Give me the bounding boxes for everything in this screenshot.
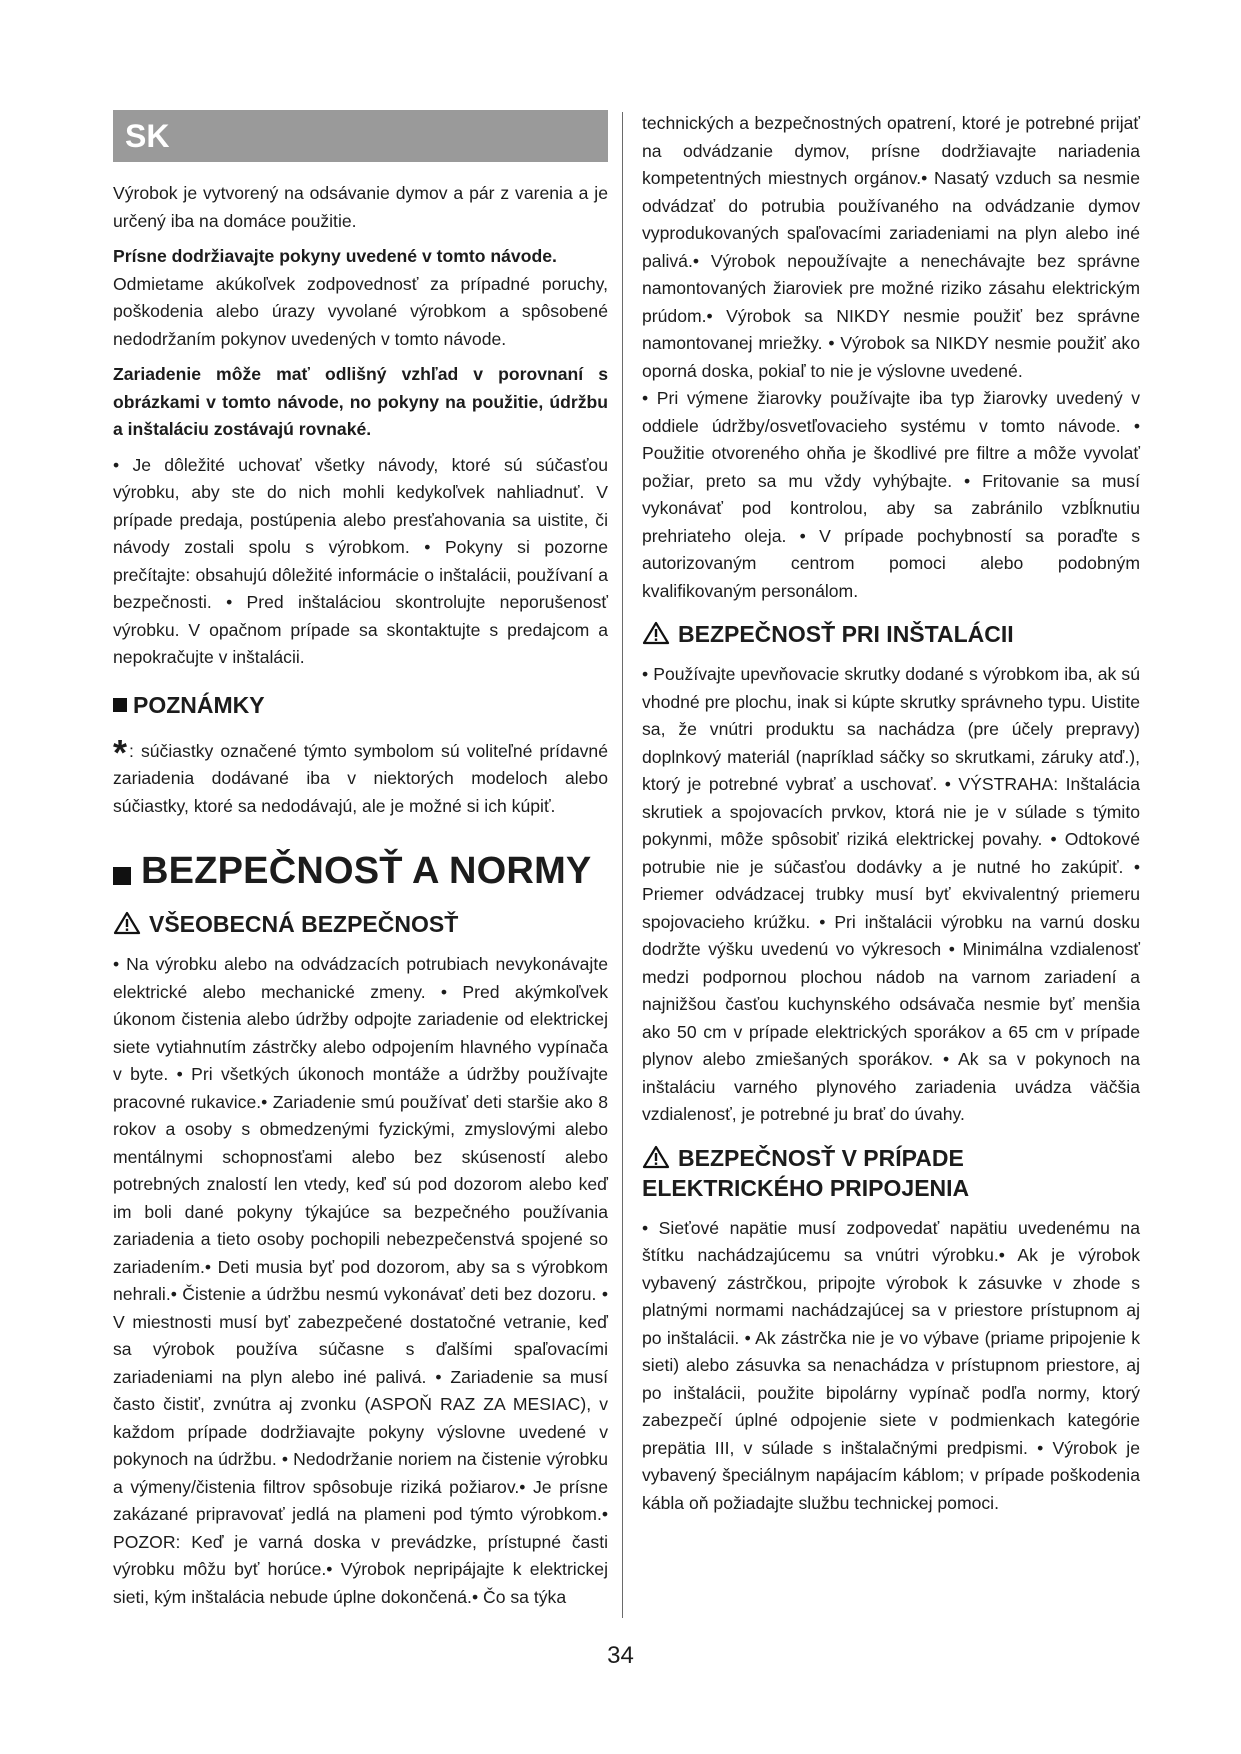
- warning-triangle-icon: [113, 911, 141, 935]
- square-bullet-icon: [113, 867, 131, 885]
- page-number: 34: [607, 1642, 634, 1669]
- continued-text-2: • Pri výmene žiarovky používajte iba typ žiarovky uvedený v oddiele údržby/osvetľovacieho systému v tomto návode. • Použitie otvoreného ohňa je škodlivé pre filtre a môže vyvolať požiar, preto sa mu vždy vyhýbajte. • Fritovanie sa musí vykonávať pod kontrolou, aby sa zabránilo vzbĺknutiu prehriateho oleja. • V prípade pochybností sa poraďte s autorizovaným centrom pomoci alebo podobným kvalifikovaným personálom.: [642, 388, 1140, 601]
- notes-paragraph: [113, 731, 608, 821]
- notes-heading: POZNÁMKY: [113, 692, 608, 719]
- column-divider: [622, 112, 623, 1618]
- language-banner: SK: [113, 110, 608, 162]
- right-column: [642, 110, 1140, 1525]
- square-bullet-icon: [113, 698, 127, 712]
- electric-safety-heading: BEZPEČNOSŤ V PRÍPADE ELEKTRICKÉHO PRIPOJENIA: [642, 1144, 970, 1201]
- intro-paragraph-1: Výrobok je vytvorený na odsávanie dymov a pár z varenia a je určený iba na domáce použitie.: [113, 183, 608, 231]
- general-safety-text: • Na výrobku alebo na odvádzacích potrubiach nevykonávajte elektrické alebo mechanické zmeny. • Pred akýmkoľvek úkonom čistenia alebo údržby odpojte zariadenie od elektrickej siete vytiahnutím zástrčky alebo odpojením hlavného vypínača v byte. • Pri všetkých úkonoch montáže a údržby používajte pracovné rukavice.• Zariadenie smú používať deti staršie ako 8 rokov a osoby s obmedzenými fyzickými, zmyslovými alebo mentálnymi schopnosťami alebo bez skúseností alebo potrebných znalostí len vtedy, keď sú pod dozorom alebo keď im boli dané pokyny týkajúce sa bezpečného používania zariadenia a tieto osoby pochopili nebezpečenstvá spojené so zariadením.• Deti musia byť pod dozorom, aby sa s výrobkom nehrali.• Čistenie a údržbu nesmú vykonávať deti bez dozoru. • V miestnosti musí byť zabezpečené dostatočné vetranie, keď sa výrobok používa súčasne s ďalšími spaľovacími zariadeniami na plyn alebo iné palivá. • Zariadenie sa musí často čistiť, zvnútra aj zvonku (ASPOŇ RAZ ZA MESIAC), v každom prípade dodržiavajte pokyny výslovne uvedené v pokynoch na údržbu. • Nedodržanie noriem na čistenie výrobku a výmeny/čistenia filtrov spôsobuje riziká požiarov.• Je prísne zakázané pripravovať jedlá na plameni pod týmto výrobkom.• POZOR: Keď je varná doska v prevádzke, prístupné časti výrobku môžu byť horúce.• Výrobok nepripájajte k elektrickej sieti, kým inštalácia nebude úplne dokončená.• Čo sa týka: [113, 954, 608, 1607]
- intro-paragraph-2: Odmietame akúkoľvek zodpovednosť za prípadné poruchy, poškodenia alebo úrazy vyvolané výrobkom a spôsobené nedodržaním pokynov uvedených v tomto návode.: [113, 273, 608, 349]
- left-column: [113, 110, 608, 1619]
- installation-safety-heading: BEZPEČNOSŤ PRI INŠTALÁCII: [642, 619, 1140, 649]
- safety-heading: BEZPEČNOSŤ A NORMY: [113, 850, 608, 893]
- intro-paragraph-3: • Je dôležité uchovať všetky návody, ktoré sú súčasťou výrobku, aby ste do nich mohli kedykoľvek nahliadnuť. V prípade predaja, postúpenia alebo presťahovania sa uistite, či návody zostali spolu s výrobkom. • Pokyny si pozorne prečítajte: obsahujú dôležité informácie o inštalácii, používaní a bezpečnosti. • Pred inštaláciou skontrolujte neporušenosť výrobku. V opačnom prípade sa skontaktujte s predajcom a nepokračujte v inštalácii.: [113, 454, 608, 667]
- intro-bold-1: Prísne dodržiavajte pokyny uvedené v tomto návode.: [113, 246, 557, 266]
- warning-triangle-icon: [642, 1145, 670, 1169]
- general-safety-heading: VŠEOBECNÁ BEZPEČNOSŤ: [113, 909, 608, 939]
- installation-safety-text: • Používajte upevňovacie skrutky dodané s výrobkom iba, ak sú vhodné pre plochu, inak si kúpte skrutky správneho typu. Uistite sa, že vnútri produktu sa nachádza (pre účely prepravy) doplnkový materiál (napríklad sáčky so skrutkami, záruky atď.), ktorý je potrebné vybrať a uschovať. • VÝSTRAHA: Inštalácia skrutiek a spojovacích prvkov, ktorá nie je v súlade s týmito pokynmi, môže spôsobiť riziká elektrickej povahy. • Odtokové potrubie nie je súčasťou dodávky a je nutné ho zakúpiť. • Priemer odvádzacej trubky musí byť ekvivalentný priemeru spojovacieho krúžku. • Pri inštalácii výrobku na varnú dosku dodržte výšku uvedenú vo výkresoch • Minimálna vzdialenosť medzi podpornou plochou nádob na varnom zariadení a najnižšou časťou kuchynského odsávača nesmie byť menšia ako 50 cm v prípade elektrických sporákov a 65 cm v prípade plynov alebo zmiešaných sporákov. • Ak sa v pokynoch na inštaláciu varného plynového zariadenia uvádza väčšia vzdialenosť, je potrebné ju brať do úvahy.: [642, 664, 1140, 1124]
- asterisk-icon: *: [113, 731, 128, 773]
- continued-text-1: technických a bezpečnostných opatrení, ktoré je potrebné prijať na odvádzanie dymov, prísne dodržiavajte nariadenia kompetentných miestnych orgánov.• Nasatý vzduch sa nesmie odvádzať do potrubia používaného na odvádzanie dymov vyprodukovaných spaľovacími zariadeniami na plyn alebo iné palivá.• Výrobok nepoužívajte a nenechávajte bez správne namontovaných žiaroviek pre možné riziko zásahu elektrickým prúdom.• Výrobok sa NIKDY nesmie použiť bez správne namontovanej mriežky. • Výrobok sa NIKDY nesmie použiť ako oporná doska, pokiaľ to nie je výslovne uvedené.: [642, 113, 1140, 381]
- intro-bold-2: Zariadenie môže mať odlišný vzhľad v porovnaní s obrázkami v tomto návode, no pokyny na použitie, údržbu a inštaláciu zostávajú rovnaké.: [113, 364, 608, 439]
- warning-triangle-icon: [642, 621, 670, 645]
- electric-safety-text: • Sieťové napätie musí zodpovedať napätiu uvedenému na štítku nachádzajúcemu sa vnútri výrobku.• Ak je výrobok vybavený zástrčkou, pripojte výrobok k zásuvke v zhode s platnými normami nachádzajúcej sa v priestore prístupnom aj po inštalácii. • Ak zástrčka nie je vo výbave (priame pripojenie k sieti) alebo zásuvka sa nenachádza v prístupnom priestore, aj po inštalácii, použite bipolárny vypínač podľa normy, ktorý zabezpečí úplné odpojenie siete v podmienkach kategórie prepätia III, v súlade s inštalačnými predpismi. • Výrobok je vybavený špeciálnym napájacím káblom; v prípade poškodenia kábla oň požiadajte službu technickej pomoci.: [642, 1217, 1140, 1513]
- notes-text: : súčiastky označené týmto symbolom sú voliteľné prídavné zariadenia dodávané iba v niektorých modeloch alebo súčiastky, ktoré sa nedodávajú, ale je možné si ich kúpiť.: [113, 740, 608, 816]
